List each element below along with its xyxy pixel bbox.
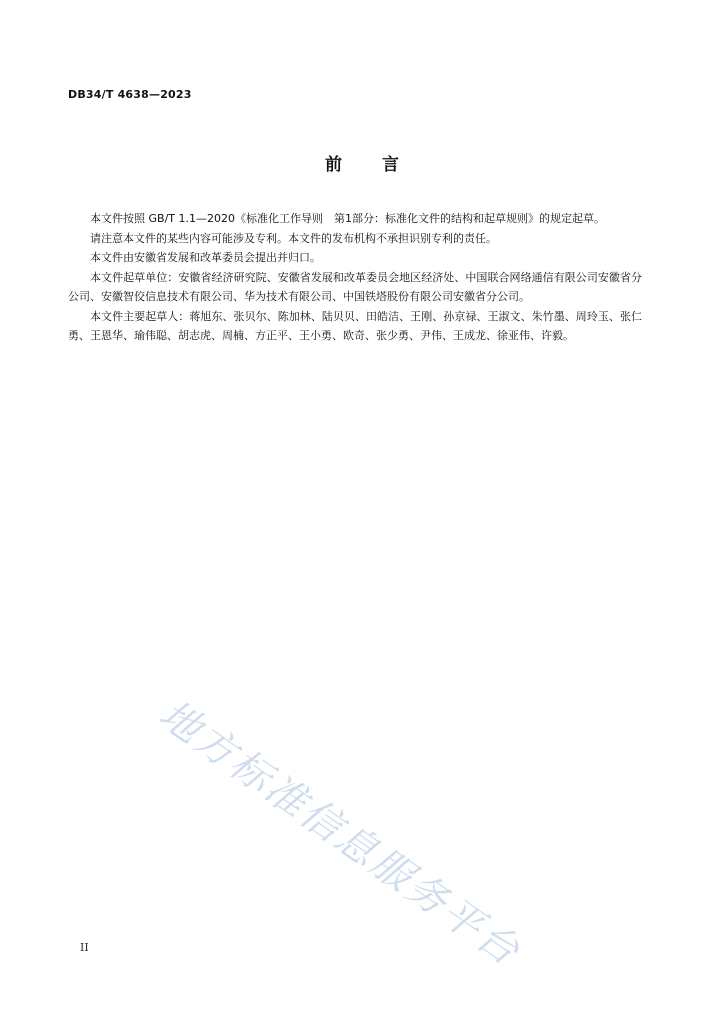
page-title: 前言: [325, 155, 439, 175]
document-code: DB34/T 4638—2023: [68, 88, 192, 101]
paragraph-patent-notice: 请注意本文件的某些内容可能涉及专利。本文件的发布机构不承担识别专利的责任。: [90, 231, 497, 245]
watermark: 地方标准信息服务平台: [150, 691, 530, 976]
paragraph-drafters: 本文件主要起草人：蒋旭东、张贝尔、陈加林、陆贝贝、田皓洁、王刚、孙京禄、王淑文、朱竹墨、周玲玉、张仁勇、王恩华、瑜伟聪、胡志虎、周楠、方正平、王小勇、欧奇、张少勇、尹伟、王成龙、徐亚伟、许毅。: [68, 309, 642, 342]
document-body: [68, 209, 642, 346]
paragraph-drafting-units: 本文件起草单位：安徽省经济研究院、安徽省发展和改革委员会地区经济处、中国联合网络通信有限公司安徽省分公司、安徽智佼信息技术有限公司、华为技术有限公司、中国铁塔股份有限公司安徽省分公司。: [68, 270, 642, 303]
paragraph-proposer: 本文件由安徽省发展和改革委员会提出并归口。: [90, 251, 321, 264]
paragraph-drafting-rules: 本文件按照 GB/T 1.1—2020《标准化工作导则 第1部分：标准化文件的结构和起草规则》的规定起草。: [90, 212, 605, 225]
page-number: II: [80, 941, 89, 954]
